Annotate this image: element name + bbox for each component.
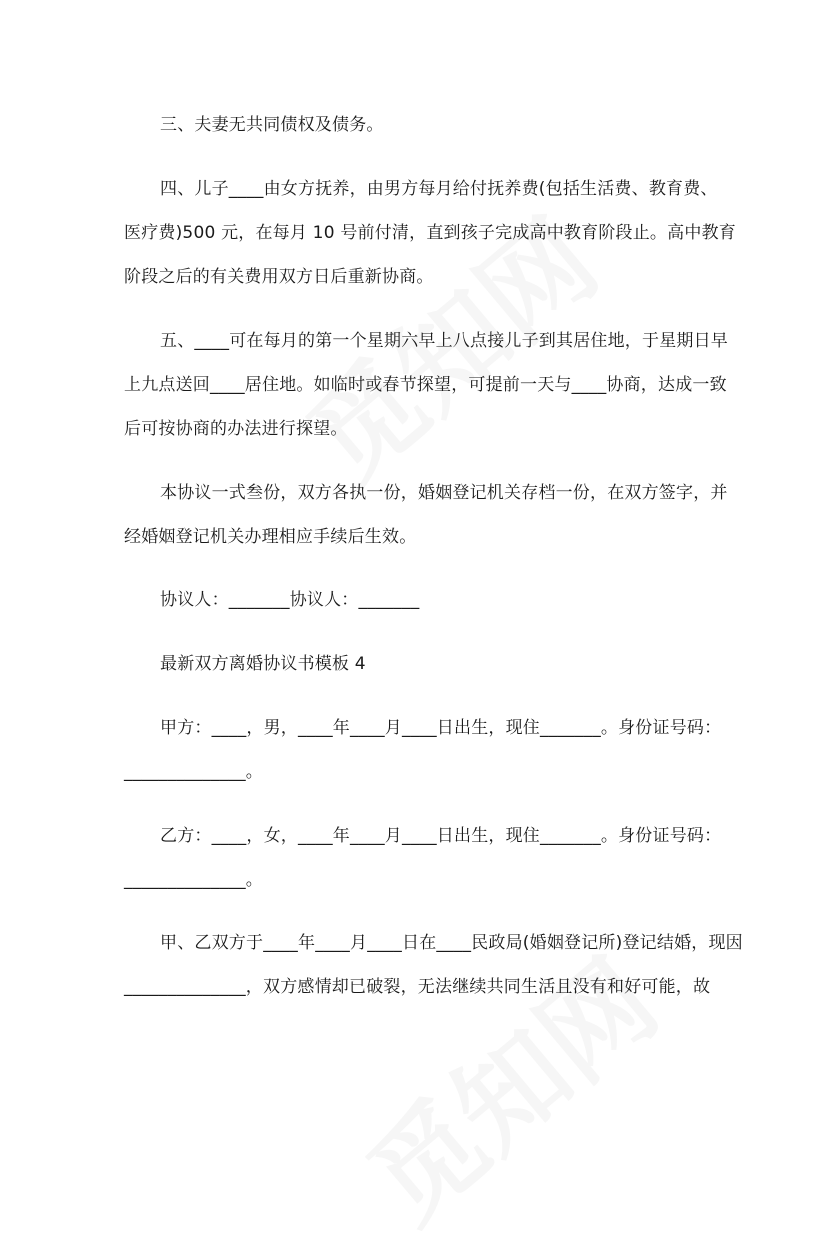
signature-line: 协议人：_______协议人：_______ [160, 590, 420, 610]
effect-line-1: 本协议一式叁份，双方各执一份，婚姻登记机关存档一份，在双方签字，并 [160, 483, 728, 503]
clause-5-line-2: 上九点送回____居住地。如临时或春节探望，可提前一天与____协商，达成一致 [124, 375, 727, 395]
clause-5-line-3: 后可按协商的办法进行探望。 [124, 419, 348, 439]
party-a-line-2: ______________。 [124, 762, 263, 782]
clause-4-line-2: 医疗费)500 元，在每月 10 号前付清，直到孩子完成高中教育阶段止。高中教育 [124, 223, 736, 243]
party-a-line-1: 甲方：____，男，____年____月____日出生，现住_______。身份证号码： [160, 718, 722, 738]
effect-line-2: 经婚姻登记机关办理相应手续后生效。 [124, 527, 417, 547]
clause-5-line-1: 五、____可在每月的第一个星期六早上八点接儿子到其居住地，于星期日早 [160, 331, 728, 351]
marriage-line-2: ______________，双方感情却已破裂，无法继续共同生活且没有和好可能，故 [124, 977, 711, 997]
marriage-line-1: 甲、乙双方于____年____月____日在____民政局(婚姻登记所)登记结婚，现因 [160, 933, 743, 953]
clause-4-line-3: 阶段之后的有关费用双方日后重新协商。 [124, 267, 434, 287]
party-b-line-2: ______________。 [124, 870, 263, 890]
section-title: 最新双方离婚协议书模板 4 [160, 654, 366, 674]
clause-3: 三、夫妻无共同债权及债务。 [160, 115, 384, 135]
party-b-line-1: 乙方：____，女，____年____月____日出生，现住_______。身份证号码： [160, 826, 722, 846]
clause-4-line-1: 四、儿子____由女方抚养，由男方每月给付抚养费(包括生活费、教育费、 [160, 179, 718, 199]
watermark [330, 918, 684, 1251]
